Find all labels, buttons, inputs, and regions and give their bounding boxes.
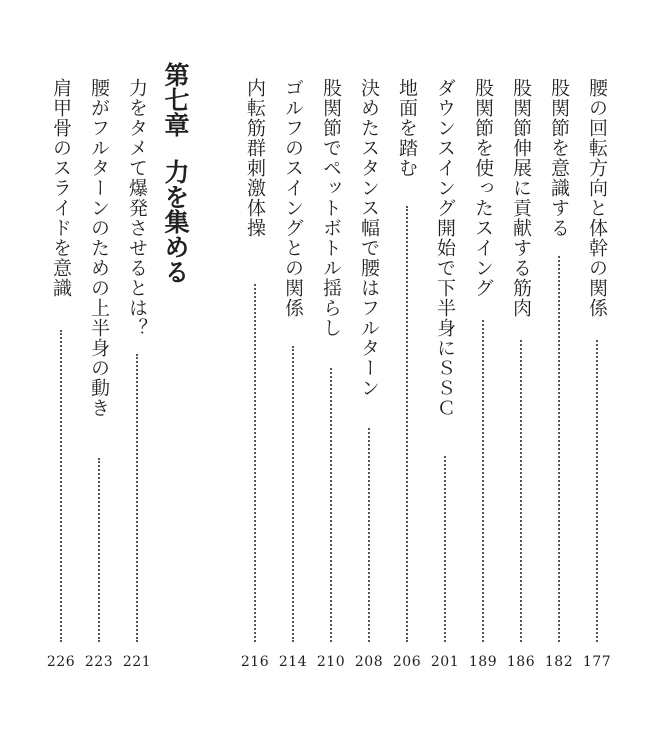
toc-entry-title: 腰がフルターンのための上半身の動き (88, 78, 110, 418)
toc-entry-title: 地面を踏む (396, 78, 418, 178)
toc-entry-page: 189 (468, 654, 498, 670)
toc-entry-page: 223 (84, 654, 114, 670)
toc-entry[interactable] (46, 78, 76, 672)
toc-entry-page: 226 (46, 654, 76, 670)
toc-entry[interactable] (468, 78, 498, 672)
toc-entry-page: 182 (544, 654, 574, 670)
dot-leader (482, 320, 484, 642)
toc-entry[interactable] (392, 78, 422, 672)
dot-leader (558, 256, 560, 642)
dot-leader (292, 346, 294, 642)
toc-entry[interactable] (278, 78, 308, 672)
toc-entry[interactable] (354, 78, 384, 672)
dot-leader (520, 340, 522, 642)
dot-leader (596, 340, 598, 642)
toc-entry[interactable] (122, 78, 152, 672)
toc-entry[interactable] (240, 78, 270, 672)
toc-entry-page: 206 (392, 654, 422, 670)
dot-leader (98, 458, 100, 642)
dot-leader (444, 456, 446, 642)
chapter-title: 力を集める (161, 159, 190, 284)
toc-entry-title: 股関節を使ったスイング (472, 78, 494, 298)
toc-entry-title: 決めたスタンス幅で腰はフルターン (358, 78, 380, 398)
toc-entry-page: 201 (430, 654, 460, 670)
toc-entry[interactable] (544, 78, 574, 672)
toc-entry[interactable] (84, 78, 114, 672)
toc-entry[interactable] (430, 78, 460, 672)
toc-entry-page: 210 (316, 654, 346, 670)
toc-entry-title: 内転筋群刺激体操 (244, 78, 266, 238)
toc-entry[interactable] (582, 78, 612, 672)
dot-leader (368, 428, 370, 642)
toc-entry-title: 腰の回転方向と体幹の関係 (586, 78, 608, 318)
toc-entry-page: 177 (582, 654, 612, 670)
toc-entry-page: 208 (354, 654, 384, 670)
toc-entry-page: 221 (122, 654, 152, 670)
toc-entry-title: 力をタメて爆発させるとは？ (126, 78, 148, 338)
toc-entry[interactable] (316, 78, 346, 672)
chapter-heading (156, 62, 194, 284)
toc-entry-page: 214 (278, 654, 308, 670)
toc-entry-title: ゴルフのスイングとの関係 (282, 78, 304, 318)
toc-entry-title: 股関節伸展に貢献する筋肉 (510, 78, 532, 318)
toc-entry-title: ダウンスイング開始で下半身にＳＳＣ (434, 78, 456, 418)
toc-entry-page: 216 (240, 654, 270, 670)
toc-entry-title: 肩甲骨のスライドを意識 (50, 78, 72, 298)
toc-entry-page: 186 (506, 654, 536, 670)
toc-entry-title: 股関節でペットボトル揺らし (320, 78, 342, 338)
dot-leader (330, 368, 332, 642)
dot-leader (136, 354, 138, 642)
toc-entry-title: 股関節を意識する (548, 78, 570, 238)
dot-leader (60, 330, 62, 642)
dot-leader (254, 284, 256, 642)
toc-entry[interactable] (506, 78, 536, 672)
dot-leader (406, 206, 408, 642)
chapter-number: 第七章 (161, 62, 190, 137)
